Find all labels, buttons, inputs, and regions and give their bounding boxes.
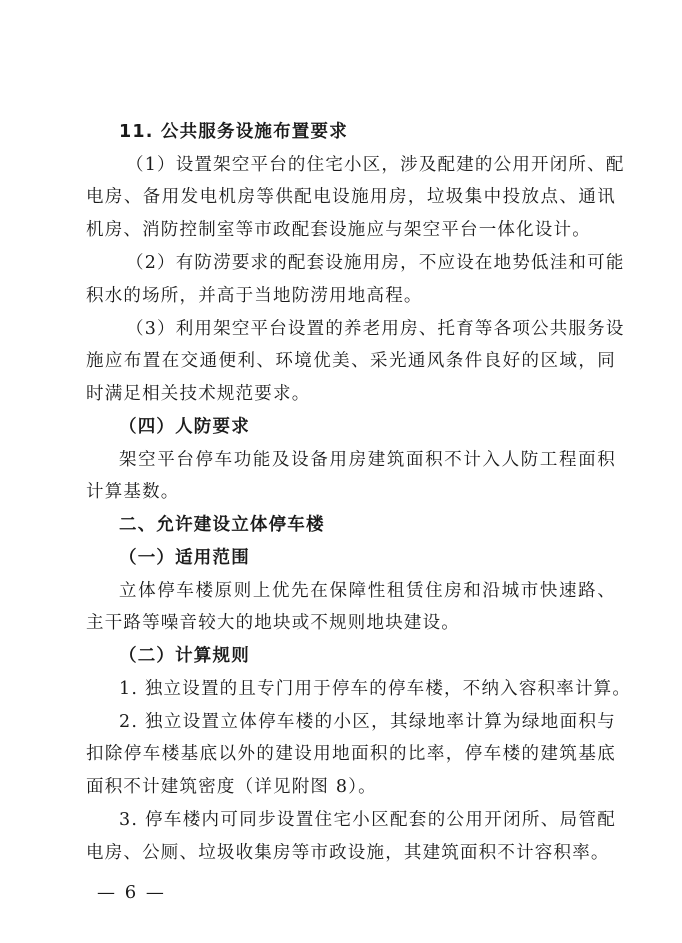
paragraph-line: 面积不计建筑密度（详见附图 8）。: [86, 777, 377, 797]
paragraph-line: 时满足相关技术规范要求。: [86, 384, 311, 404]
paragraph-line: （1）设置架空平台的住宅小区，涉及配建的公用开闭所、配: [126, 155, 625, 175]
paragraph-line: 电房、备用发电机房等供配电设施用房，垃圾集中投放点、通讯: [86, 187, 616, 207]
page-number: — 6 —: [97, 882, 166, 903]
heading-public-facilities: 11. 公共服务设施布置要求: [119, 122, 348, 142]
paragraph-line: 计算基数。: [86, 482, 180, 502]
heading-calculation-rules: （二）计算规则: [119, 646, 250, 666]
paragraph-line: 2. 独立设置立体停车楼的小区，其绿地率计算为绿地面积与: [119, 712, 616, 732]
paragraph-line: （3）利用架空平台设置的养老用房、托育等各项公共服务设: [126, 319, 625, 339]
paragraph-line: 电房、公厕、垃圾收集房等市政设施，其建筑面积不计容积率。: [86, 843, 610, 863]
paragraph-line: 积水的场所，并高于当地防涝用地高程。: [86, 286, 423, 306]
paragraph-line: 立体停车楼原则上优先在保障性租赁住房和沿城市快速路、: [119, 581, 616, 601]
paragraph-line: 3. 停车楼内可同步设置住宅小区配套的公用开闭所、局管配: [119, 810, 616, 830]
heading-parking-building: 二、允许建设立体停车楼: [119, 515, 325, 535]
paragraph-line: 1. 独立设置的且专门用于停车的停车楼，不纳入容积率计算。: [119, 679, 632, 699]
heading-civil-defense: （四）人防要求: [119, 417, 250, 437]
paragraph-line: 扣除停车楼基底以外的建设用地面积的比率，停车楼的建筑基底: [86, 744, 616, 764]
paragraph-line: 主干路等噪音较大的地块或不规则地块建设。: [86, 613, 460, 633]
paragraph-line: 架空平台停车功能及设备用房建筑面积不计入人防工程面积: [119, 450, 616, 470]
paragraph-line: （2）有防涝要求的配套设施用房，不应设在地势低洼和可能: [126, 253, 625, 273]
paragraph-line: 机房、消防控制室等市政配套设施应与架空平台一体化设计。: [86, 220, 591, 240]
paragraph-line: 施应布置在交通便利、环境优美、采光通风条件良好的区域，同: [86, 351, 616, 371]
heading-scope: （一）适用范围: [119, 548, 250, 568]
